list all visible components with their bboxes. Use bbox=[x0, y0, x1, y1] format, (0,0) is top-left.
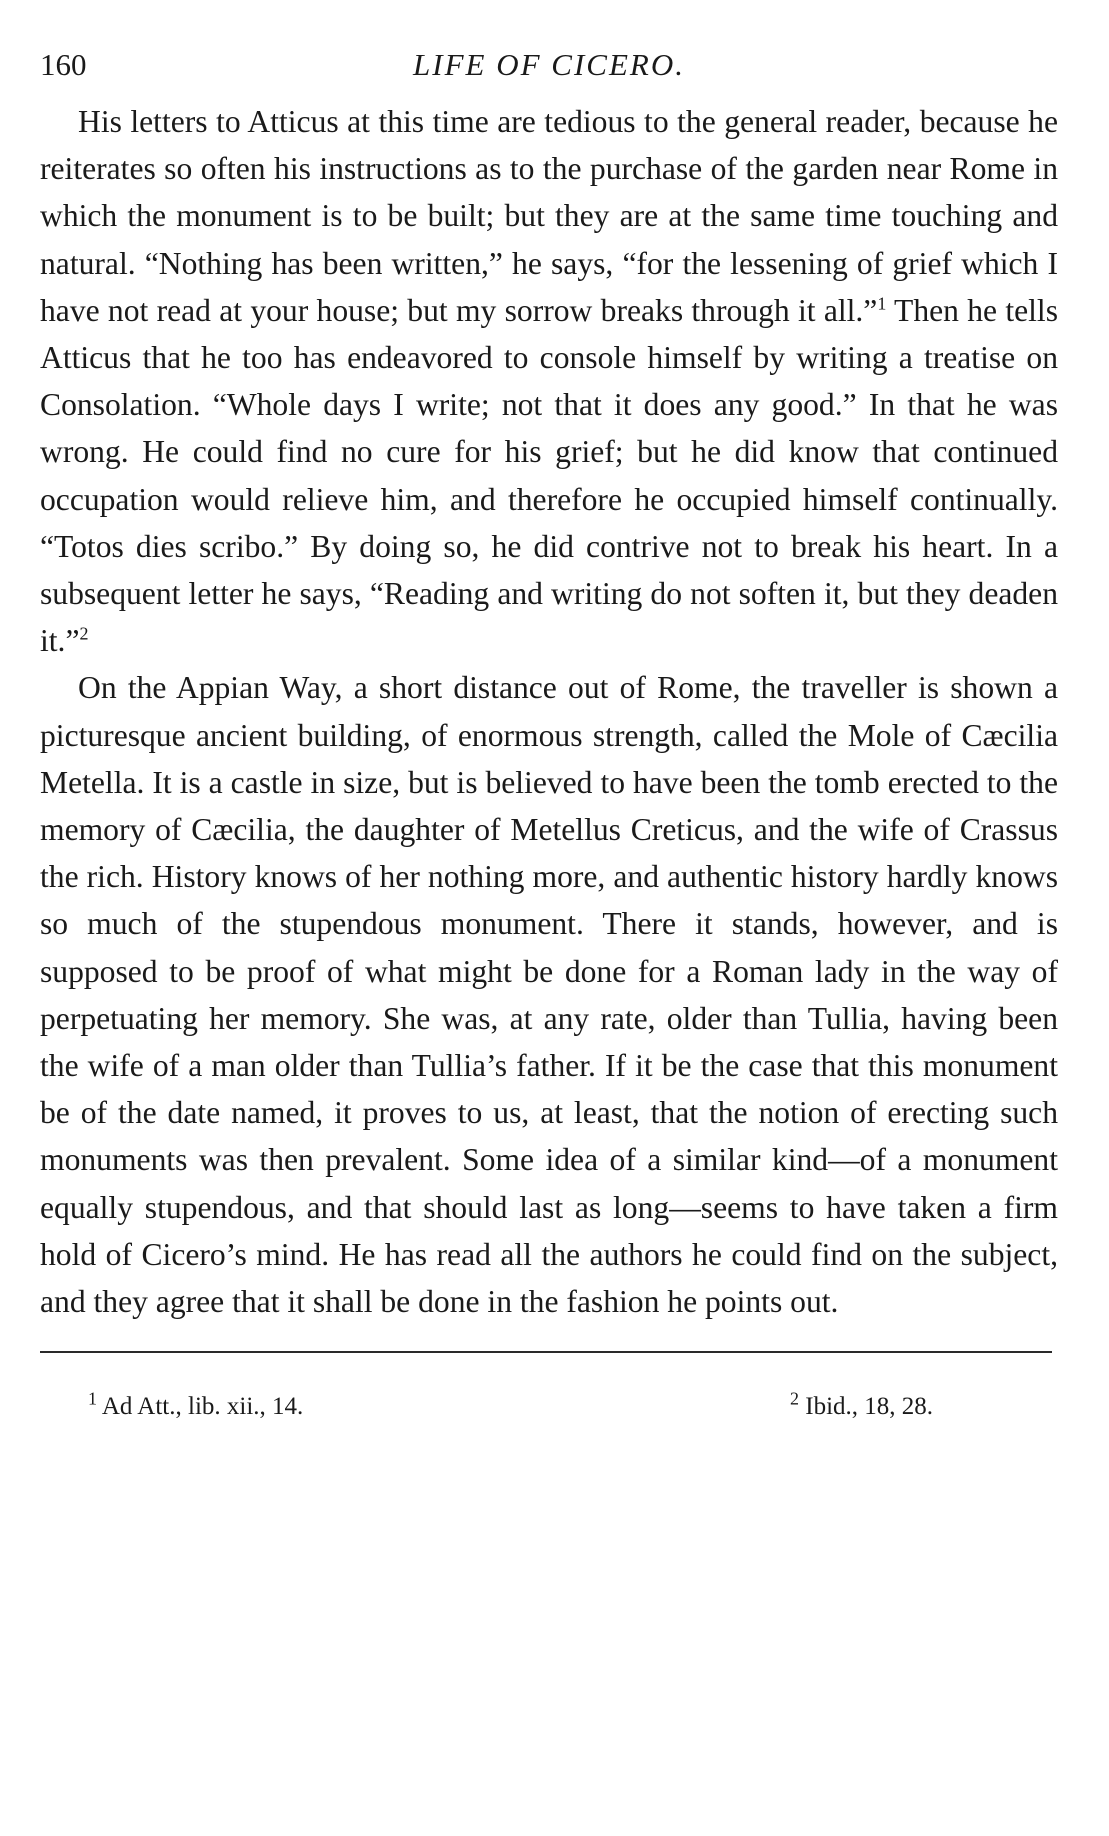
footnote-1 bbox=[88, 1388, 304, 1421]
paragraph-1-part-b: Then he tells Atticus that he too has endeavored to console himself by writing a treatise on Consolation. “Whole days I write; not that it does any good.” In that he was wrong. He could find no cure for his grief; but he did know that continued occupation would relieve him, and therefore he occupied himself continually. “Totos dies scribo.” By doing so, he did contrive not to break his heart. In a subsequent letter he says, “Reading and writing do not soften it, but they deaden it.” bbox=[40, 292, 1058, 659]
footnote-ref-2: 2 bbox=[79, 623, 89, 644]
footnote-1-mark: 1 bbox=[88, 1388, 97, 1409]
footnotes bbox=[40, 1388, 1058, 1433]
footnote-2-text: Ibid., 18, 28. bbox=[805, 1393, 934, 1421]
footnote-rule bbox=[40, 1351, 1052, 1353]
footnote-ref-1: 1 bbox=[877, 293, 887, 314]
page-number: 160 bbox=[40, 47, 87, 82]
paragraph-1 bbox=[40, 98, 1058, 664]
paragraph-2: On the Appian Way, a short distance out of Rome, the traveller is shown a picturesque ancient building, of enormous strength, called the Mole of Cæcilia Metella. It is a castle in size, but is believed to have been the tomb erected to the memory of Cæcilia, the daughter of Metellus Creticus, and the wife of Crassus the rich. History knows of her nothing more, and authentic history hardly knows so much of the stupendous monument. There it stands, however, and is supposed to be proof of what might be done for a Roman lady in the way of perpetuating her memory. She was, at any rate, older than Tullia, having been the wife of a man older than Tullia’s father. If it be the case that this monument be of the date named, it proves to us, at least, that the notion of erecting such monuments was then prevalent. Some idea of a similar kind—of a monument equally stupendous, and that should last as long—seems to have taken a firm hold of Cicero’s mind. He has read all the authors he could find on the subject, and they agree that it shall be done in the fashion he points out. bbox=[40, 670, 1058, 1320]
book-page bbox=[40, 40, 1058, 1433]
running-title: LIFE OF CICERO. bbox=[413, 47, 685, 82]
body-text bbox=[40, 98, 1058, 1325]
footnote-2-mark: 2 bbox=[790, 1388, 799, 1409]
footnote-1-text: Ad Att., lib. xii., 14. bbox=[101, 1393, 304, 1421]
paragraph-1-part-a: His letters to Atticus at this time are tedious to the general reader, because he reiterates so often his instructions as to the purchase of the garden near Rome in which the monument is to be built; but they are at the same time touching and natural. “Nothing has been written,” he says, “for the lessening of grief which I have not read at your house; but my sorrow breaks through it all.” bbox=[40, 104, 1058, 328]
footnote-2 bbox=[790, 1388, 934, 1421]
running-head bbox=[40, 40, 1058, 90]
